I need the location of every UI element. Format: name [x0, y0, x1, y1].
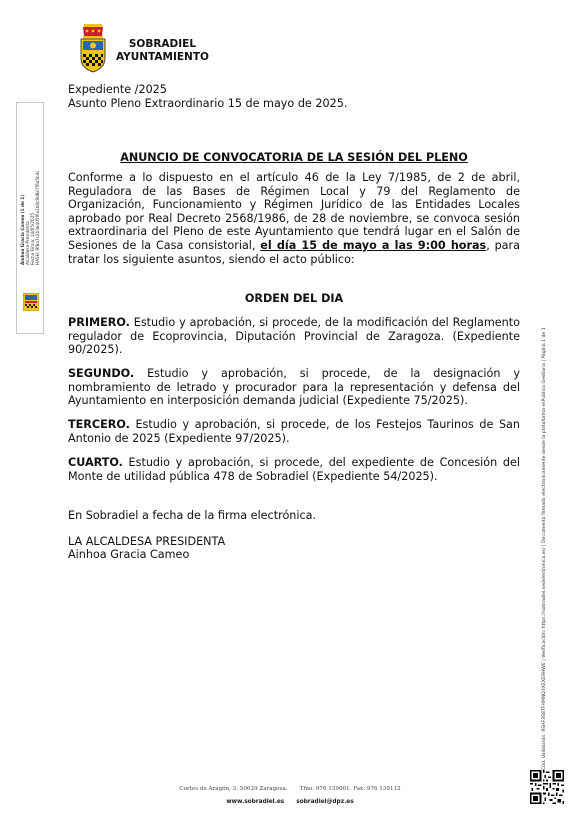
signature-strip-text [17, 39, 45, 271]
asunto-line: Asunto Pleno Extraordinario 15 de mayo de 2025. [68, 96, 348, 110]
verification-text: Cód. Validación: 9SHF3S8TFHMNQ3XEXE9HWE | Verificación: https://sobradiel.sedelectronica.es/ | Documento firmado electrónicamente desde la plataforma esPublico Gestiona | Página 1 de 1 [542, 327, 547, 770]
agenda-item [68, 418, 520, 445]
intro-text-before: Conforme a lo dispuesto en el artículo 46 de la Ley 7/1985, de 2 de abril, Reguladora de las Bases de Régimen Local y 79 del Reglamento de Organización, Funcionamiento y Régimen Jurídico de las Entidades Locales aprobado por Real Decreto 2568/1986, de 28 de noviembre, se convoca sesión extraordinaria del Pleno de este Ayuntamiento que tendrá lugar en el Salón de Sesiones de la Casa consistorial, [68, 171, 520, 252]
agenda-item-text: Estudio y aprobación, si procede, de la designación y nombramiento de letrado y procurador para la representación y defensa del Ayuntamiento en interposición demanda judicial (Expediente 75/2025). [68, 367, 520, 408]
closing-place: En Sobradiel a fecha de la firma electrónica. [68, 509, 317, 522]
agenda-item [68, 367, 520, 408]
organization-name [116, 38, 209, 64]
footer-email-link[interactable]: sobradiel@dpz.es [296, 799, 354, 805]
agenda-item-text: Estudio y aprobación, si procede, de los Festejos Taurinos de San Antonio de 2025 (Expediente 97/2025). [68, 418, 520, 445]
signature-date: Fecha Firma: 14/05/2025 [30, 212, 35, 265]
signer-name: Ainhoa Gracia Cameo [68, 548, 190, 561]
footer-contact [0, 799, 580, 805]
session-date-highlight: el día 15 de mayo a las 9:00 horas [260, 238, 487, 252]
signer-role: LA ALCALDESA PRESIDENTA [68, 535, 226, 548]
orden-del-dia-title: ORDEN DEL DIA [244, 292, 344, 305]
expediente-line: Expediente /2025 [68, 83, 167, 96]
signature-role: Alcaldesa-Presidenta [25, 221, 30, 265]
signature-signer: Ainhoa Gracia Cameo (1 de 1) [20, 194, 25, 265]
footer-address [0, 786, 580, 792]
agenda-item-text: Estudio y aprobación, si procede, del expediente de Concesión del Monte de utilidad pública 478 de Sobradiel (Expediente 54/2025). [68, 456, 520, 483]
intro-text-after: , para tratar los siguiente asuntos, siendo el acto público: [68, 238, 520, 266]
verification-strip [540, 327, 568, 770]
org-name-line2: AYUNTAMIENTO [116, 51, 209, 63]
agenda-item-text: Estudio y aprobación, si procede, de la modificación del Reglamento regulador de Ecoprovincia, Diputación Provincial de Zaragoza. (Expediente 90/2025). [68, 316, 520, 357]
agenda-item [68, 456, 520, 483]
footer-phone: Tfno. 976 139001. Fax: 976 139112 [299, 786, 401, 792]
signature-strip [16, 102, 44, 334]
document-title: ANUNCIO DE CONVOCATORIA DE LA SESIÓN DEL PLENO [120, 151, 468, 164]
intro-paragraph [68, 171, 520, 266]
coat-of-arms-logo [78, 22, 108, 74]
agenda-item-label: PRIMERO. [68, 316, 130, 329]
agenda-item-label: TERCERO. [68, 418, 130, 431]
footer-street: Cortes de Aragón, 3. 50629 Zaragoza. [179, 786, 288, 792]
org-name-line1: SOBRADIEL [128, 38, 197, 50]
agenda-item-label: CUARTO. [68, 456, 123, 469]
footer-website-link[interactable]: www.sobradiel.es [226, 799, 285, 805]
agenda-item-label: SEGUNDO. [68, 367, 135, 380]
signature-hash: HASH: 9f8a7c2b3e4d5f6a1b0c9d8e7f6a5b4c [35, 170, 40, 265]
municipal-seal-icon [23, 293, 39, 311]
agenda-item [68, 316, 520, 357]
document-meta [68, 83, 347, 110]
